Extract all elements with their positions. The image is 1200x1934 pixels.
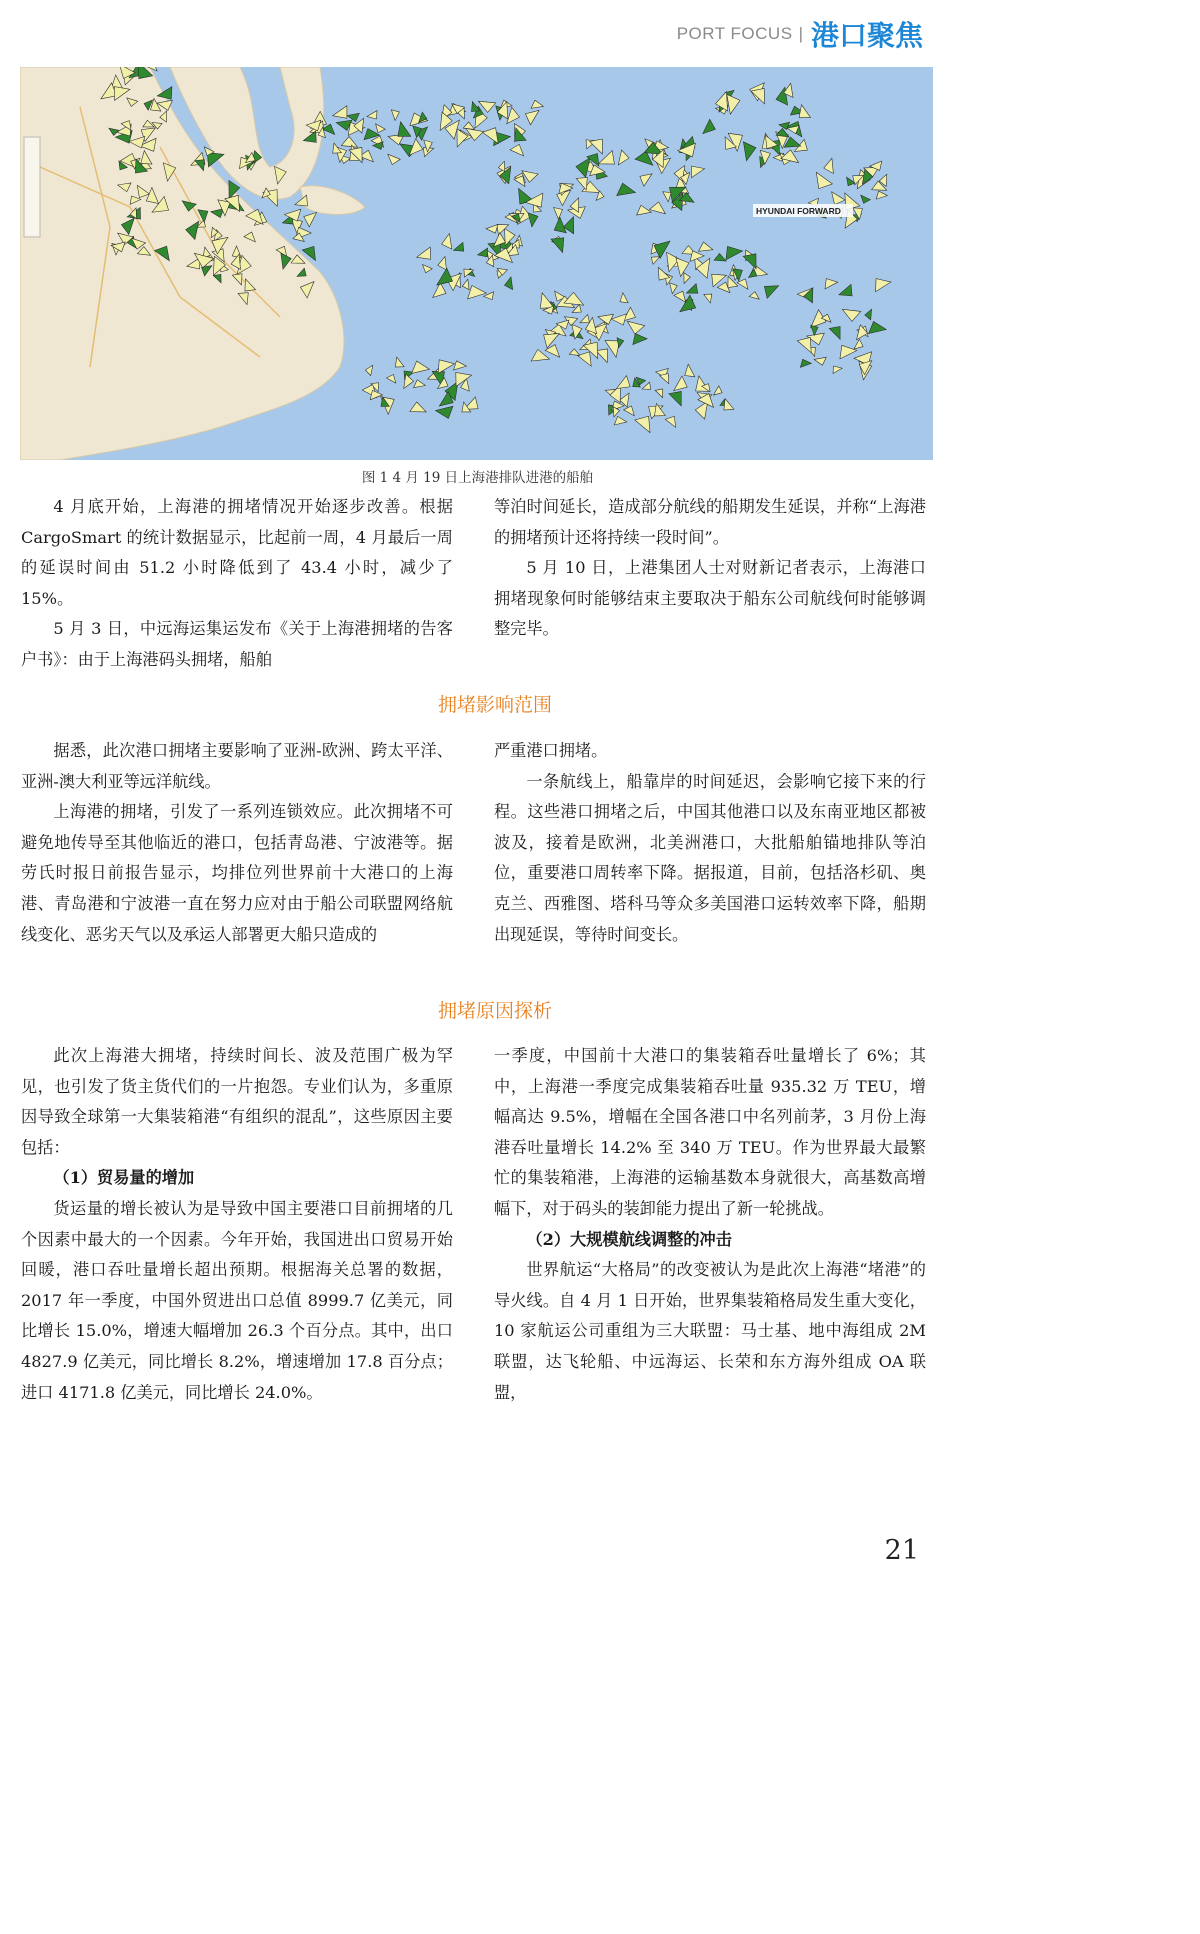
page-number: 21 xyxy=(884,1535,919,1566)
paragraph: 据悉，此次港口拥堵主要影响了亚洲-欧洲、跨太平洋、亚洲-澳大利亚等远洋航线。 xyxy=(21,741,453,791)
block1-left-column xyxy=(21,492,453,676)
paragraph: 5 月 10 日，上港集团人士对财新记者表示，上海港口拥堵现象何时能够结束主要取决于船东公司航线何时能够调整完毕。 xyxy=(494,558,926,639)
page-header xyxy=(677,14,923,54)
paragraph: 上海港的拥堵，引发了一系列连锁效应。此次拥堵不可避免地传导至其他临近的港口，包括青岛港、宁波港等。据劳氏时报日前报告显示，均排位列世界前十大港口的上海港、青岛港和宁波港一直在努力应对由于船公司联盟网络航线变化、恶劣天气以及承运人部署更大船只造成的 xyxy=(21,802,453,944)
paragraph: 此次上海港大拥堵，持续时间长、波及范围广极为罕见，也引发了货主货代们的一片抱怨。专业们认为，多重原因导致全球第一大集装箱港“有组织的混乱”，这些原因主要包括： xyxy=(21,1046,453,1157)
ship-traffic-map xyxy=(20,67,933,460)
section-title-impact: 拥堵影响范围 xyxy=(437,694,552,716)
paragraph: 世界航运“大格局”的改变被认为是此次上海港“堵港”的导火线。自 4 月 1 日开始，世界集装箱格局发生重大变化，10 家航运公司重组为三大联盟：马士基、地中海组成 2M 联盟，达飞轮船、中远海运、长荣和东方海外组成 OA 联盟， xyxy=(494,1260,926,1402)
paragraph: 等泊时间延长，造成部分航线的船期发生延误，并称“上海港的拥堵预计还将持续一段时间”。 xyxy=(494,497,926,547)
figure-caption: 图 1 4 月 19 日上海港排队进港的船舶 xyxy=(361,470,594,486)
section2-right-column xyxy=(494,736,926,950)
port-map-figure xyxy=(20,67,933,460)
paragraph: 一条航线上，船靠岸的时间延迟，会影响它接下来的行程。这些港口拥堵之后，中国其他港口以及东南亚地区都被波及，接着是欧洲，北美洲港口，大批船舶锚地排队等泊位，重要港口周转率下降。据报道，目前，包括洛杉矶、奥克兰、西雅图、塔科马等众多美国港口运转效率下降，船期出现延误，等待时间变长。 xyxy=(494,771,926,944)
section3-left-column xyxy=(21,1041,453,1408)
header-separator: | xyxy=(798,24,803,43)
header-english: PORT FOCUS xyxy=(676,24,793,43)
subheading-route-adjustment: （2）大规模航线调整的冲击 xyxy=(526,1229,732,1249)
subheading-trade-volume: （1）贸易量的增加 xyxy=(53,1168,195,1188)
section3-right-column xyxy=(494,1041,926,1408)
map-zoom-slider[interactable] xyxy=(24,137,40,237)
paragraph: 货运量的增长被认为是导致中国主要港口目前拥堵的几个因素中最大的一个因素。今年开始，我国进出口贸易开始回暖，港口吞吐量增长超出预期。根据海关总署的数据，2017 年一季度，中国外贸进出口总值 8999.7 亿美元，同比增长 15.0%，增速大幅增加 26.3 个百分点。其中，出口 4827.9 亿美元，同比增长 8.2%，增速增加 17.8 百分点；进口 4171.8 亿美元，同比增长 24.0%。 xyxy=(21,1198,453,1402)
paragraph: 严重港口拥堵。 xyxy=(494,741,608,760)
paragraph: 4 月底开始，上海港的拥堵情况开始逐步改善。根据 CargoSmart 的统计数据显示，比起前一周，4 月最后一周的延误时间由 51.2 小时降低到了 43.4 小时，减少了 15%。 xyxy=(21,497,453,608)
header-chinese: 港口聚焦 xyxy=(810,19,923,52)
ship-label-text: HYUNDAI FORWARD xyxy=(756,206,841,216)
block1-right-column xyxy=(494,492,926,645)
paragraph: 5 月 3 日，中远海运集运发布《关于上海港拥堵的告客户书》：由于上海港码头拥堵，船舶 xyxy=(21,619,453,669)
paragraph: 一季度，中国前十大港口的集装箱吞吐量增长了 6%；其中，上海港一季度完成集装箱吞吐量 935.32 万 TEU，增幅高达 9.5%，增幅在全国各港口中名列前茅，3 月份上海港吞吐量增长 14.2% 至 340 万 TEU。作为世界最大最繁忙的集装箱港，上海港的运输基数本身就很大，高基数高增幅下，对于码头的装卸能力提出了新一轮挑战。 xyxy=(494,1046,926,1218)
section-title-causes: 拥堵原因探析 xyxy=(437,1000,552,1022)
section2-left-column xyxy=(21,736,453,950)
